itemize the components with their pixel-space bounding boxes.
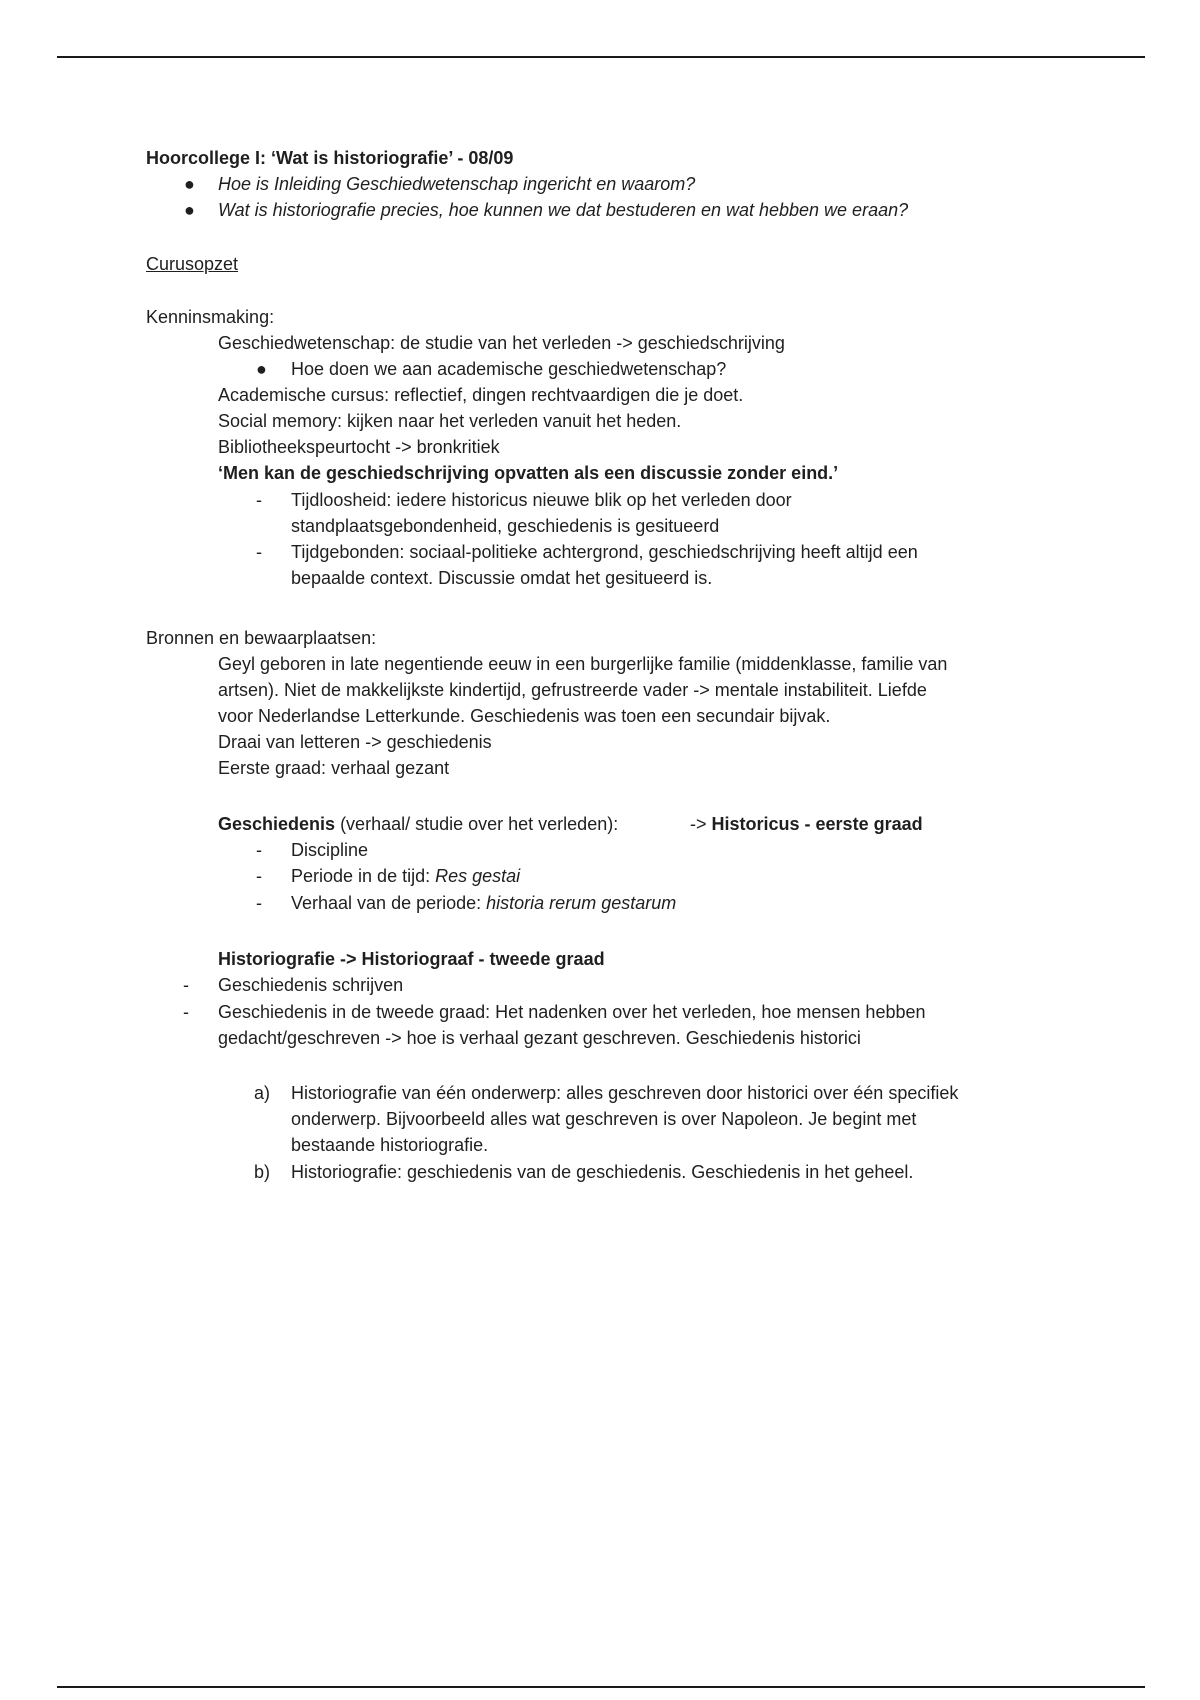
top-rule [57, 56, 1145, 58]
bottom-rule [57, 1686, 1145, 1688]
dash-item: Tijdgebonden: sociaal-politieke achtergrond, geschiedschrijving heeft altijd een [291, 542, 918, 562]
list-item-a-cont: onderwerp. Bijvoorbeeld alles wat geschreven is over Napoleon. Je begint met [291, 1109, 917, 1129]
dash-item-cont: gedacht/geschreven -> hoe is verhaal gezant geschreven. Geschiedenis historici [218, 1028, 861, 1048]
term: Geschiedenis [218, 814, 336, 834]
term-desc: (verhaal/ studie over het verleden): [335, 814, 619, 834]
section-heading: Curusopzet [146, 254, 239, 274]
dash-item: Geschiedenis in de tweede graad: Het nadenken over het verleden, hoe mensen hebben [218, 1002, 926, 1022]
text-line: Draai van letteren -> geschiedenis [218, 732, 492, 752]
dash-marker: - [183, 975, 189, 995]
text-line: Bibliotheekspeurtocht -> bronkritiek [218, 437, 500, 457]
dash-marker: - [256, 840, 262, 860]
bullet-dot: ● [184, 200, 195, 220]
text-line: Geschiedwetenschap: de studie van het verleden -> geschiedschrijving [218, 333, 785, 353]
text-line: Academische cursus: reflectief, dingen rechtvaardigen die je doet. [218, 385, 744, 405]
role: Historicus - eerste graad [706, 814, 923, 834]
dash-item-text: Verhaal van de periode: [291, 893, 487, 913]
dash-marker: - [183, 1002, 189, 1022]
geschiedenis-role [690, 811, 923, 837]
question-1: Hoe is Inleiding Geschiedwetenschap ingericht en waarom? [218, 174, 696, 194]
dash-item-cont: standplaatsgebondenheid, geschiedenis is gesitueerd [291, 516, 720, 536]
kennismaking-label: Kenninsmaking: [146, 307, 275, 327]
list-marker-b: b) [254, 1162, 271, 1182]
dash-item: Tijdloosheid: iedere historicus nieuwe blik op het verleden door [291, 490, 792, 510]
dash-item-italic: Res gestai [435, 866, 521, 886]
dash-item-italic: historia rerum gestarum [486, 893, 677, 913]
list-marker-a: a) [254, 1083, 271, 1103]
list-item-a: Historiografie van één onderwerp: alles geschreven door historici over één specifiek [291, 1083, 959, 1103]
bullet-dot: ● [256, 359, 267, 379]
dash-item: Discipline [291, 840, 369, 860]
text-line: Social memory: kijken naar het verleden vanuit het heden. [218, 411, 682, 431]
dash-marker: - [256, 490, 262, 510]
geschiedenis-heading [218, 811, 618, 837]
bullet-item: Hoe doen we aan academische geschiedwetenschap? [291, 359, 727, 379]
dash-item-text: Periode in de tijd: [291, 866, 436, 886]
bronnen-label: Bronnen en bewaarplaatsen: [146, 628, 377, 648]
dash-marker: - [256, 542, 262, 562]
question-2: Wat is historiografie precies, hoe kunnen we dat bestuderen en wat hebben we eraan? [218, 200, 909, 220]
list-item-b: Historiografie: geschiedenis van de geschiedenis. Geschiedenis in het geheel. [291, 1162, 914, 1182]
arrow: -> [690, 814, 707, 834]
text-line: artsen). Niet de makkelijkste kindertijd, gefrustreerde vader -> mentale instabiliteit. Liefde [218, 680, 927, 700]
dash-item-cont: bepaalde context. Discussie omdat het gesitueerd is. [291, 568, 713, 588]
list-item-a-cont: bestaande historiografie. [291, 1135, 489, 1155]
bullet-dot: ● [184, 174, 195, 194]
dash-item [291, 863, 520, 889]
text-line: voor Nederlandse Letterkunde. Geschiedenis was toen een secundair bijvak. [218, 706, 831, 726]
text-line: Geyl geboren in late negentiende eeuw in een burgerlijke familie (middenklasse, familie van [218, 654, 948, 674]
dash-marker: - [256, 866, 262, 886]
dash-marker: - [256, 893, 262, 913]
page-title: Hoorcollege I: ‘Wat is historiografie’ - 08/09 [146, 148, 514, 168]
text-line: Eerste graad: verhaal gezant [218, 758, 450, 778]
quote: ‘Men kan de geschiedschrijving opvatten als een discussie zonder eind.’ [218, 463, 839, 483]
dash-item [291, 890, 676, 916]
historiografie-heading: Historiografie -> Historiograaf - tweede graad [218, 949, 605, 969]
dash-item: Geschiedenis schrijven [218, 975, 404, 995]
